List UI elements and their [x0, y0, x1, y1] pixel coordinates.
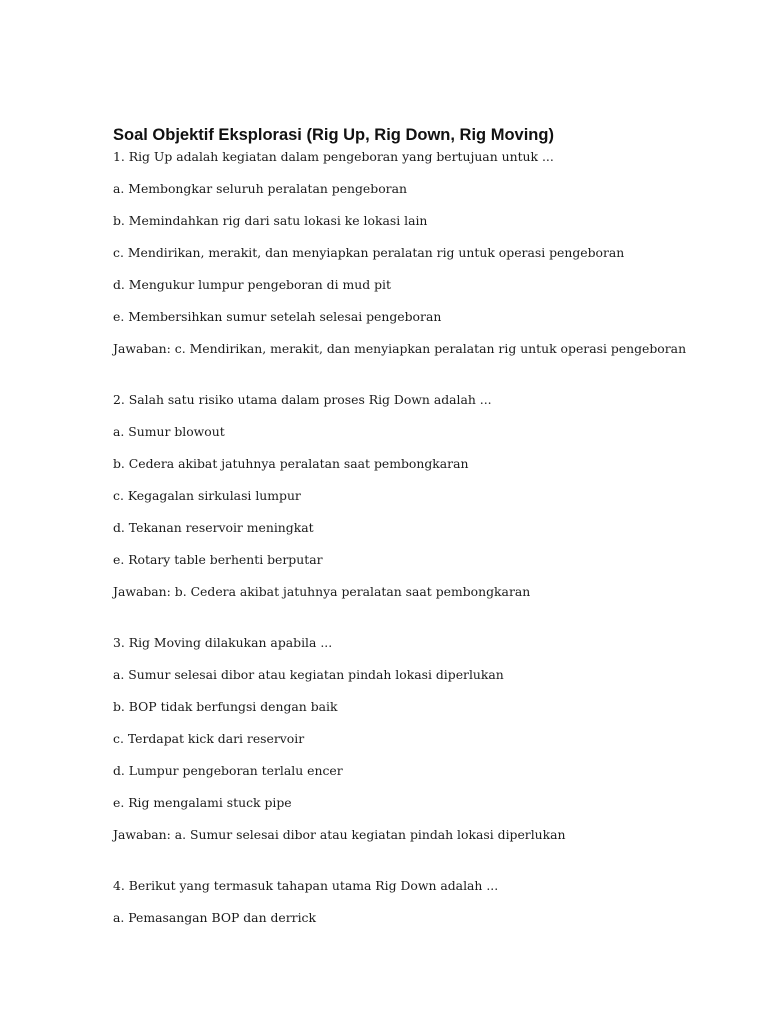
option-c: c. Kegagalan sirkulasi lumpur	[113, 488, 301, 503]
option-a: a. Pemasangan BOP dan derrick	[113, 910, 317, 925]
document-page	[113, 124, 733, 942]
option-e: e. Rig mengalami stuck pipe	[113, 795, 292, 810]
option-d: d. Lumpur pengeboran terlalu encer	[113, 763, 343, 778]
question-block-1	[113, 149, 733, 357]
question-text: 2. Salah satu risiko utama dalam proses Rig Down adalah ...	[113, 392, 492, 407]
option-a: a. Sumur selesai dibor atau kegiatan pindah lokasi diperlukan	[113, 667, 504, 682]
question-text: 1. Rig Up adalah kegiatan dalam pengeboran yang bertujuan untuk ...	[113, 149, 554, 164]
option-d: d. Mengukur lumpur pengeboran di mud pit	[113, 277, 391, 292]
option-e: e. Membersihkan sumur setelah selesai pengeboran	[113, 309, 442, 324]
option-c: c. Mendirikan, merakit, dan menyiapkan peralatan rig untuk operasi pengeboran	[113, 245, 625, 260]
question-block-4	[113, 878, 733, 926]
question-block-2	[113, 392, 733, 600]
answer-text: Jawaban: b. Cedera akibat jatuhnya peralatan saat pembongkaran	[113, 584, 531, 599]
option-d: d. Tekanan reservoir meningkat	[113, 520, 314, 535]
option-a: a. Membongkar seluruh peralatan pengeboran	[113, 181, 407, 196]
question-text: 3. Rig Moving dilakukan apabila ...	[113, 635, 333, 650]
option-b: b. Cedera akibat jatuhnya peralatan saat pembongkaran	[113, 456, 469, 471]
document-title: Soal Objektif Eksplorasi (Rig Up, Rig Down, Rig Moving)	[113, 126, 554, 144]
question-text: 4. Berikut yang termasuk tahapan utama Rig Down adalah ...	[113, 878, 499, 893]
question-block-3	[113, 635, 733, 843]
option-b: b. BOP tidak berfungsi dengan baik	[113, 699, 338, 714]
answer-text: Jawaban: c. Mendirikan, merakit, dan menyiapkan peralatan rig untuk operasi pengeboran	[113, 341, 687, 356]
option-a: a. Sumur blowout	[113, 424, 225, 439]
option-e: e. Rotary table berhenti berputar	[113, 552, 323, 567]
answer-text: Jawaban: a. Sumur selesai dibor atau kegiatan pindah lokasi diperlukan	[113, 827, 566, 842]
option-c: c. Terdapat kick dari reservoir	[113, 731, 305, 746]
option-b: b. Memindahkan rig dari satu lokasi ke lokasi lain	[113, 213, 428, 228]
